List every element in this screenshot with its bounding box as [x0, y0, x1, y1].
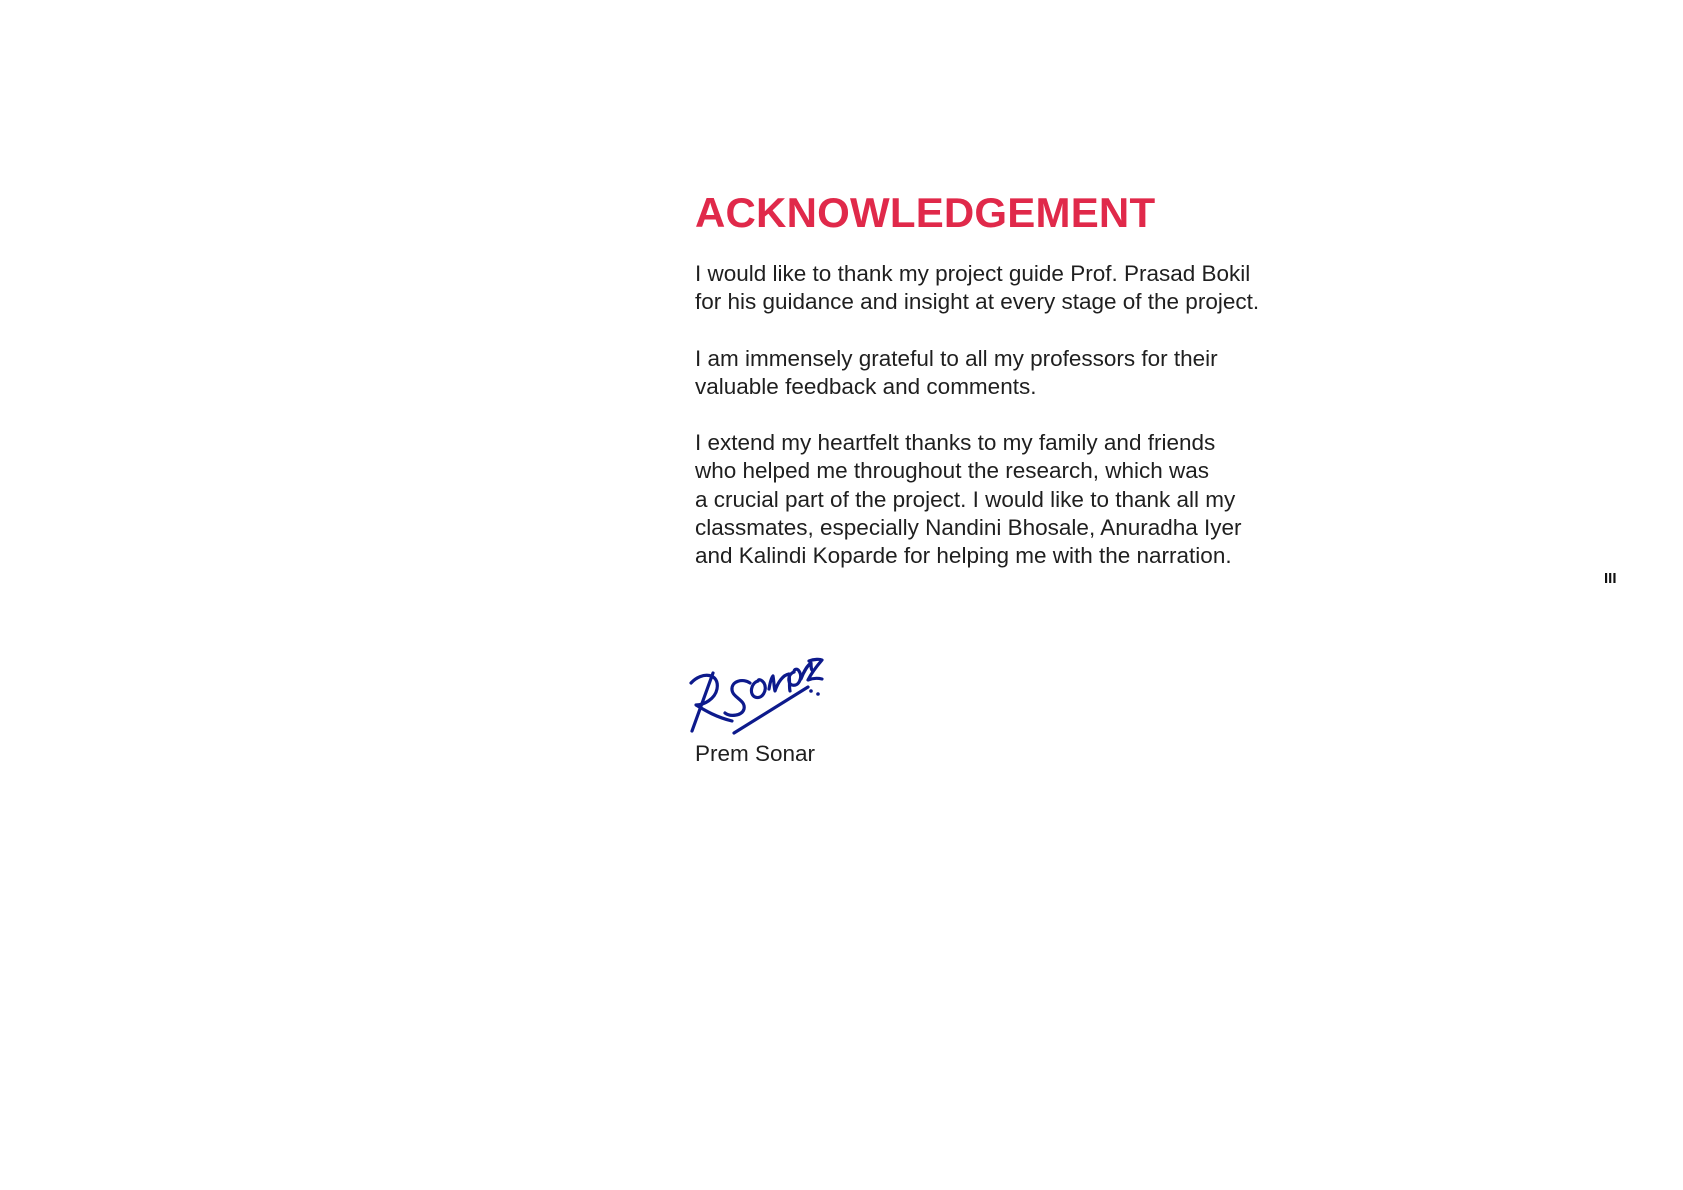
paragraph-family-friends-thanks: I extend my heartfelt thanks to my family and friends who helped me throughout the research, which was a crucial part of the project. I would like to thank all my classmates, especially Nandini Bhosale, Anuradha Iyer and Kalindi Koparde for helping me with the narration. [695, 430, 1242, 568]
signature-icon [688, 643, 824, 735]
page-title: ACKNOWLEDGEMENT [695, 189, 1156, 236]
page-number: III [1604, 570, 1617, 587]
paragraph-professors-thanks: I am immensely grateful to all my professors for their valuable feedback and comments. [695, 345, 1218, 399]
signer-name: Prem Sonar [695, 741, 816, 766]
signature-dots [809, 689, 820, 696]
acknowledgement-section [695, 188, 1335, 570]
signature-strokes [691, 659, 822, 733]
paragraph-guide-thanks: I would like to thank my project guide Prof. Prasad Bokil for his guidance and insight at every stage of the project. [695, 261, 1260, 315]
